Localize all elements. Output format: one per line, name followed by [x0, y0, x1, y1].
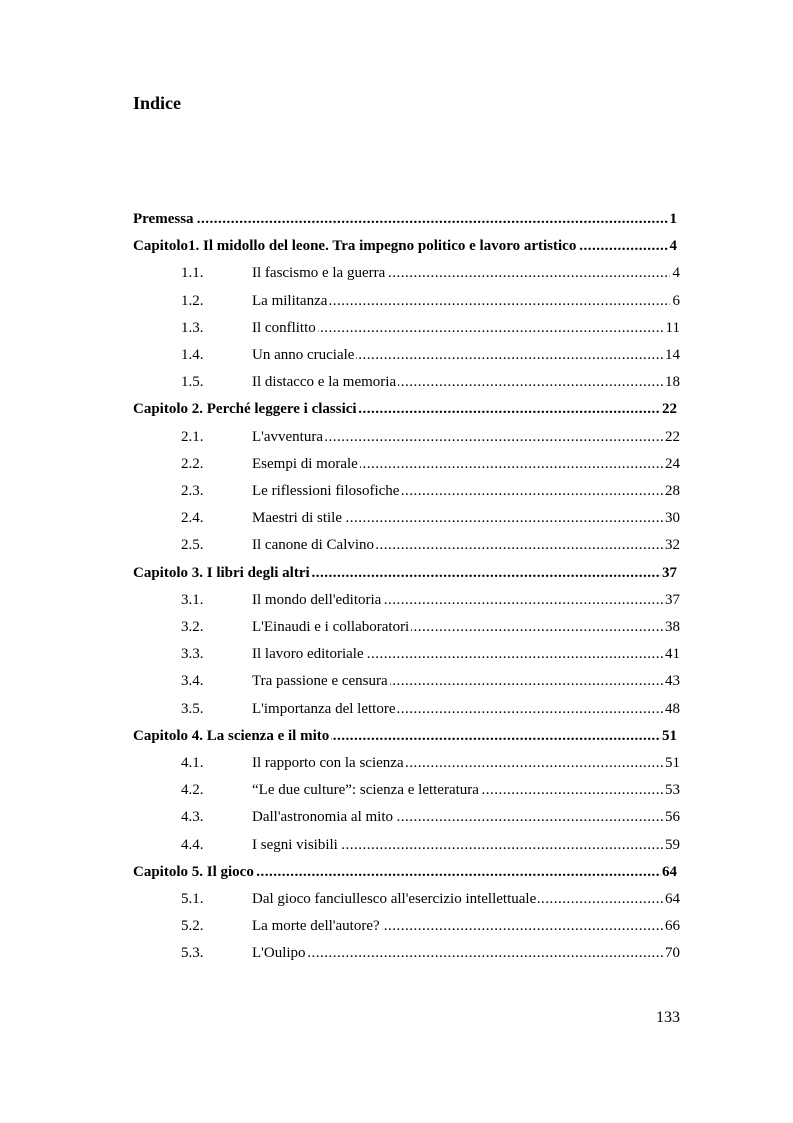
toc-entry-page: 4	[669, 234, 678, 258]
toc-section-number: 5.3.	[181, 945, 204, 962]
toc-section-number: 5.2.	[181, 918, 204, 935]
toc-section-entry	[0, 261, 793, 285]
toc-entry-leader	[252, 669, 670, 693]
toc-section-number: 3.2.	[181, 619, 204, 635]
toc-entry-leader	[133, 397, 673, 421]
toc-entry-page: 14	[664, 343, 680, 367]
toc-entry-title: Capitolo1. Il midollo del leone. Tra impegno politico e lavoro artistico	[133, 238, 577, 255]
toc-entry-title: Il canone di Calvino	[252, 537, 375, 554]
toc-entry-title: Le riflessioni filosofiche	[252, 483, 400, 499]
toc-entry-title: Dal gioco fanciullesco all'esercizio intellettuale	[252, 891, 537, 907]
toc-entry-leader	[252, 615, 670, 639]
toc-section-number: 2.2.	[181, 455, 204, 472]
toc-entry-leader	[133, 724, 673, 748]
toc-entry-leader	[133, 561, 673, 585]
toc-entry-title: L'Oulipo	[252, 945, 306, 962]
toc-entry-page: 18	[664, 370, 680, 394]
toc-entry-leader	[133, 207, 673, 231]
toc-entry-page: 64	[661, 860, 677, 884]
toc-section-number: 4.2.	[181, 782, 204, 799]
toc-section-entry	[0, 778, 793, 802]
toc-section-number: 5.1.	[181, 891, 204, 907]
toc-section-number: 2.3.	[181, 483, 204, 499]
toc-section-number: 1.2.	[181, 292, 204, 309]
toc-section-entry	[0, 588, 793, 612]
toc-section-number: 3.4.	[181, 673, 204, 690]
toc-entry-leader	[252, 887, 670, 911]
toc-entry-title: Il lavoro editoriale	[252, 646, 364, 663]
toc-entry-page: 59	[664, 833, 680, 857]
toc-entry-title: Il distacco e la memoria	[252, 374, 397, 391]
toc-section-number: 2.1.	[181, 428, 204, 445]
toc-entry-page: 11	[665, 316, 680, 340]
toc-chapter-entry	[0, 207, 793, 231]
toc-section-number: 1.5.	[181, 374, 204, 391]
toc-section-entry	[0, 370, 793, 394]
toc-entry-leader	[252, 833, 670, 857]
toc-section-entry	[0, 941, 793, 965]
toc-section-number: 1.1.	[181, 265, 204, 282]
toc-entry-leader	[252, 425, 670, 449]
toc-entry-page: 28	[664, 479, 680, 503]
toc-entry-page: 37	[661, 561, 677, 585]
toc-entry-page: 41	[664, 642, 680, 666]
toc-section-entry	[0, 914, 793, 938]
toc-section-entry	[0, 642, 793, 666]
toc-entry-leader	[252, 370, 670, 394]
toc-entry-leader	[252, 452, 670, 476]
toc-entry-title: Il rapporto con la scienza	[252, 755, 404, 771]
toc-entry-title: La militanza	[252, 292, 328, 309]
toc-section-entry	[0, 316, 793, 340]
toc-entry-title: Capitolo 4. La scienza e il mito	[133, 727, 330, 744]
page-title: Indice	[133, 93, 182, 113]
toc-section-entry	[0, 805, 793, 829]
toc-entry-title: La morte dell'autore?	[252, 918, 380, 935]
toc-section-entry	[0, 615, 793, 639]
toc-entry-page: 64	[664, 887, 680, 911]
toc-entry-page: 66	[664, 914, 680, 938]
toc-section-number: 2.5.	[181, 537, 204, 554]
toc-entry-leader	[252, 506, 670, 530]
toc-section-number: 1.3.	[181, 319, 204, 336]
toc-section-entry	[0, 669, 793, 693]
toc-entry-title: Il fascismo e la guerra	[252, 265, 386, 282]
toc-section-entry	[0, 887, 793, 911]
toc-entry-leader	[252, 941, 670, 965]
toc-section-entry	[0, 452, 793, 476]
toc-section-number: 4.4.	[181, 836, 204, 853]
page-number: 133	[656, 1009, 680, 1026]
toc-entry-page: 51	[664, 751, 680, 775]
toc-entry-leader	[252, 697, 670, 721]
toc-entry-page: 4	[672, 261, 681, 285]
toc-entry-title: Premessa	[133, 211, 194, 227]
toc-section-entry	[0, 533, 793, 557]
toc-entry-page: 70	[664, 941, 680, 965]
toc-section-entry	[0, 425, 793, 449]
toc-entry-page: 22	[661, 397, 677, 421]
toc-entry-page: 43	[664, 669, 680, 693]
toc-section-entry	[0, 289, 793, 313]
toc-section-entry	[0, 833, 793, 857]
toc-entry-title: Capitolo 3. I libri degli altri	[133, 564, 310, 581]
toc-entry-leader	[252, 588, 670, 612]
toc-entry-leader	[252, 479, 670, 503]
toc-chapter-entry	[0, 724, 793, 748]
toc-entry-leader	[252, 914, 670, 938]
toc-section-entry	[0, 697, 793, 721]
toc-chapter-entry	[0, 860, 793, 884]
toc-section-number: 1.4.	[181, 347, 204, 363]
toc-entry-leader	[133, 234, 673, 258]
toc-entry-leader	[252, 751, 670, 775]
toc-entry-title: Maestri di stile	[252, 510, 342, 527]
toc-section-number: 4.1.	[181, 755, 204, 771]
toc-entry-title: Un anno cruciale	[252, 347, 355, 363]
toc-entry-title: Esempi di morale	[252, 455, 358, 472]
toc-chapter-entry	[0, 561, 793, 585]
toc-entry-leader	[252, 261, 670, 285]
toc-section-number: 3.3.	[181, 646, 204, 663]
toc-entry-title: Dall'astronomia al mito	[252, 809, 394, 826]
toc-section-number: 3.5.	[181, 700, 204, 717]
toc-entry-title: “Le due culture”: scienza e letteratura	[252, 782, 479, 799]
toc-entry-page: 56	[664, 805, 680, 829]
toc-entry-title: L'Einaudi e i collaboratori	[252, 619, 410, 635]
toc-entry-title: L'avventura	[252, 428, 324, 445]
toc-section-entry	[0, 343, 793, 367]
toc-entry-title: L'importanza del lettore	[252, 700, 396, 717]
toc-entry-leader	[252, 343, 670, 367]
toc-chapter-entry	[0, 397, 793, 421]
toc-entry-page: 1	[669, 207, 678, 231]
toc-entry-page: 22	[664, 425, 680, 449]
toc-entry-title: Il mondo dell'editoria	[252, 591, 382, 608]
toc-entry-leader	[252, 316, 670, 340]
toc-entry-title: I segni visibili	[252, 836, 338, 853]
toc-section-entry	[0, 506, 793, 530]
toc-section-entry	[0, 751, 793, 775]
toc-entry-leader	[252, 533, 670, 557]
toc-entry-leader	[252, 778, 670, 802]
toc-entry-page: 48	[664, 697, 680, 721]
toc-entry-page: 32	[664, 533, 680, 557]
toc-entry-leader	[252, 642, 670, 666]
toc-entry-title: Capitolo 5. Il gioco	[133, 863, 254, 880]
toc-entry-leader	[133, 860, 673, 884]
toc-entry-page: 6	[672, 289, 681, 313]
toc-section-number: 4.3.	[181, 809, 204, 826]
toc-section-entry	[0, 479, 793, 503]
toc-entry-page: 53	[664, 778, 680, 802]
toc-entry-title: Tra passione e censura	[252, 673, 388, 690]
toc-entry-page: 37	[664, 588, 680, 612]
toc-entry-title: Il conflitto	[252, 319, 316, 336]
toc-entry-title: Capitolo 2. Perché leggere i classici	[133, 401, 357, 418]
toc-entry-page: 51	[661, 724, 677, 748]
toc-entry-page: 38	[664, 615, 680, 639]
toc-entry-page: 24	[664, 452, 680, 476]
toc-section-number: 3.1.	[181, 591, 204, 608]
toc-chapter-entry	[0, 234, 793, 258]
toc-section-number: 2.4.	[181, 510, 204, 527]
toc-entry-leader	[252, 805, 670, 829]
toc-entry-leader	[252, 289, 670, 313]
toc-entry-page: 30	[664, 506, 680, 530]
